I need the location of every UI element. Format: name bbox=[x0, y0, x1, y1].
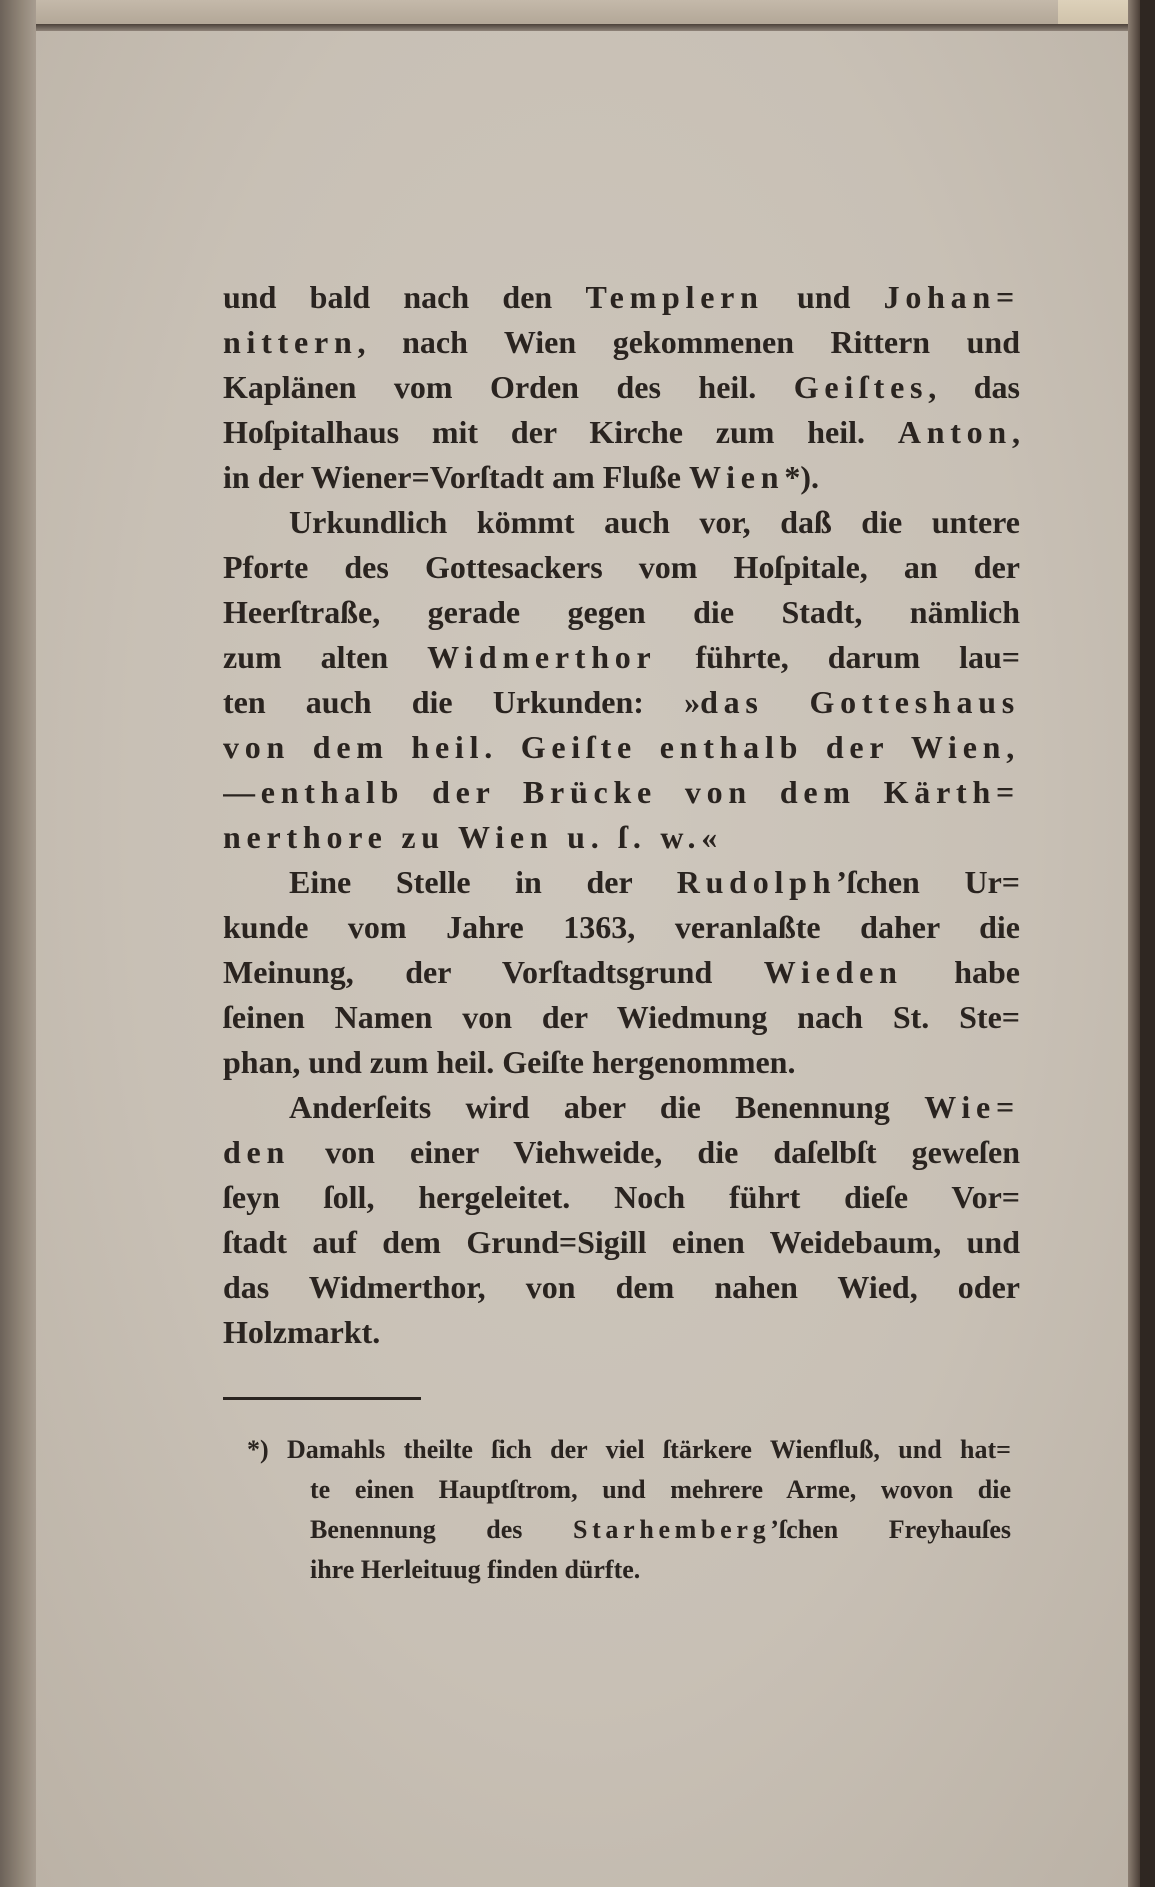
spaced-emphasis-text: Wie= bbox=[924, 1089, 1020, 1125]
text-run: Urkundlich kömmt auch vor, daß die untere bbox=[289, 504, 1020, 540]
text-run: ſeyn ſoll, hergeleitet. Noch führt dieſe Vor= bbox=[223, 1179, 1020, 1215]
spaced-emphasis-text: Wieden bbox=[763, 954, 903, 990]
text-run: ihre Herleituug finden dürfte. bbox=[310, 1555, 641, 1584]
text-line bbox=[223, 1130, 1020, 1175]
text-line bbox=[223, 275, 1020, 320]
text-run: , nach Wien gekommenen Rittern und bbox=[357, 324, 1020, 360]
text-line bbox=[223, 545, 1020, 590]
left-book-edge bbox=[0, 0, 36, 1887]
page-top-shadow bbox=[36, 24, 1136, 31]
paragraph bbox=[223, 275, 1020, 500]
text-line bbox=[223, 815, 1020, 860]
text-line bbox=[223, 410, 1020, 455]
spaced-emphasis-text: das Gotteshaus bbox=[700, 684, 1020, 720]
spaced-emphasis-text: Widmerthor bbox=[427, 639, 657, 675]
text-line bbox=[223, 635, 1020, 680]
footnote bbox=[247, 1430, 1011, 1590]
text-run: ſtadt auf dem Grund=Sigill einen Weidebaum, und bbox=[223, 1224, 1020, 1260]
text-line bbox=[223, 905, 1020, 950]
right-book-edge bbox=[1128, 0, 1140, 1887]
text-line bbox=[223, 500, 1020, 545]
text-run: von einer Viehweide, die daſelbſt geweſen bbox=[290, 1134, 1020, 1170]
spaced-emphasis-text: den bbox=[223, 1134, 291, 1170]
main-text bbox=[223, 275, 1020, 1355]
text-run: Eine Stelle in der bbox=[289, 864, 677, 900]
text-line bbox=[223, 1265, 1020, 1310]
text-line bbox=[223, 1040, 1020, 1085]
text-run: *) Damahls theilte ſich der viel ſtärkere Wienfluß, und hat= bbox=[247, 1435, 1011, 1464]
text-line bbox=[223, 1085, 1020, 1130]
text-run: führte, darum lau= bbox=[656, 639, 1020, 675]
text-line bbox=[223, 725, 1020, 770]
spaced-emphasis-text: nittern bbox=[223, 324, 358, 360]
text-run: zum alten bbox=[223, 639, 428, 675]
paragraph bbox=[223, 1085, 1020, 1355]
paragraph bbox=[223, 500, 1020, 860]
text-run: *). bbox=[784, 459, 819, 495]
spaced-emphasis-text: Johan= bbox=[883, 279, 1020, 315]
footnote-line bbox=[247, 1470, 1011, 1510]
text-line bbox=[223, 320, 1020, 365]
text-run: ’ſchen Ur= bbox=[836, 864, 1020, 900]
footnote-rule bbox=[223, 1397, 421, 1400]
spaced-emphasis-text: nerthore zu Wien u. ſ. w. bbox=[223, 819, 702, 855]
text-run: Heerſtraße, gerade gegen die Stadt, nämlich bbox=[223, 594, 1020, 630]
text-run: , das bbox=[928, 369, 1020, 405]
text-line bbox=[223, 680, 1020, 725]
text-line bbox=[223, 995, 1020, 1040]
text-line bbox=[223, 1175, 1020, 1220]
text-run: kunde vom Jahre 1363, veranlaßte daher die bbox=[223, 909, 1020, 945]
text-run: das Widmerthor, von dem nahen Wied, oder bbox=[223, 1269, 1020, 1305]
text-line bbox=[223, 950, 1020, 995]
spaced-emphasis-text: Starhemberg bbox=[572, 1515, 771, 1544]
text-run: Benennung des bbox=[310, 1515, 573, 1544]
text-line bbox=[223, 770, 1020, 815]
text-run: Holzmarkt. bbox=[223, 1314, 381, 1350]
footnote-line bbox=[247, 1430, 1011, 1470]
text-run: Hoſpitalhaus mit der Kirche zum heil. bbox=[223, 414, 898, 450]
paragraph bbox=[223, 860, 1020, 1085]
spaced-emphasis-text: Wien bbox=[688, 459, 785, 495]
spaced-emphasis-text: Anton bbox=[897, 414, 1012, 450]
text-line bbox=[223, 1220, 1020, 1265]
text-run: Meinung, der Vorſtadtsgrund bbox=[223, 954, 764, 990]
text-run: und bbox=[763, 279, 884, 315]
footnote-line bbox=[247, 1510, 1011, 1550]
top-book-edge bbox=[36, 0, 1128, 26]
text-run: te einen Hauptſtrom, und mehrere Arme, wovon die bbox=[310, 1475, 1011, 1504]
book-cover-corner bbox=[1058, 0, 1130, 25]
text-run: , bbox=[1012, 414, 1020, 450]
text-run: Pforte des Gottesackers vom Hoſpitale, an der bbox=[223, 549, 1020, 585]
text-line bbox=[223, 1310, 1020, 1355]
footnote-line bbox=[247, 1550, 1011, 1590]
text-run: ten auch die Urkunden: » bbox=[223, 684, 701, 720]
text-run: « bbox=[701, 819, 718, 855]
text-line bbox=[223, 860, 1020, 905]
spaced-emphasis-text: Templern bbox=[585, 279, 764, 315]
text-run: und bald nach den bbox=[223, 279, 586, 315]
spaced-emphasis-text: Rudolph bbox=[676, 864, 837, 900]
spaced-emphasis-text: —enthalb der Brücke von dem Kärth= bbox=[223, 774, 1020, 810]
spaced-emphasis-text: Geiſtes bbox=[793, 369, 929, 405]
text-run: habe bbox=[902, 954, 1020, 990]
text-run: ſeinen Namen von der Wiedmung nach St. Ste= bbox=[223, 999, 1020, 1035]
text-line bbox=[223, 455, 1020, 500]
text-line bbox=[223, 590, 1020, 635]
text-run: Kaplänen vom Orden des heil. bbox=[223, 369, 794, 405]
text-run: Anderſeits wird aber die Benennung bbox=[289, 1089, 925, 1125]
text-run: in der Wiener=Vorſtadt am Fluße bbox=[223, 459, 689, 495]
spaced-emphasis-text: von dem heil. Geiſte enthalb der Wien, bbox=[223, 729, 1020, 765]
text-line bbox=[223, 365, 1020, 410]
text-run: ’ſchen Freyhauſes bbox=[770, 1515, 1011, 1544]
text-run: phan, und zum heil. Geiſte hergenommen. bbox=[223, 1044, 796, 1080]
